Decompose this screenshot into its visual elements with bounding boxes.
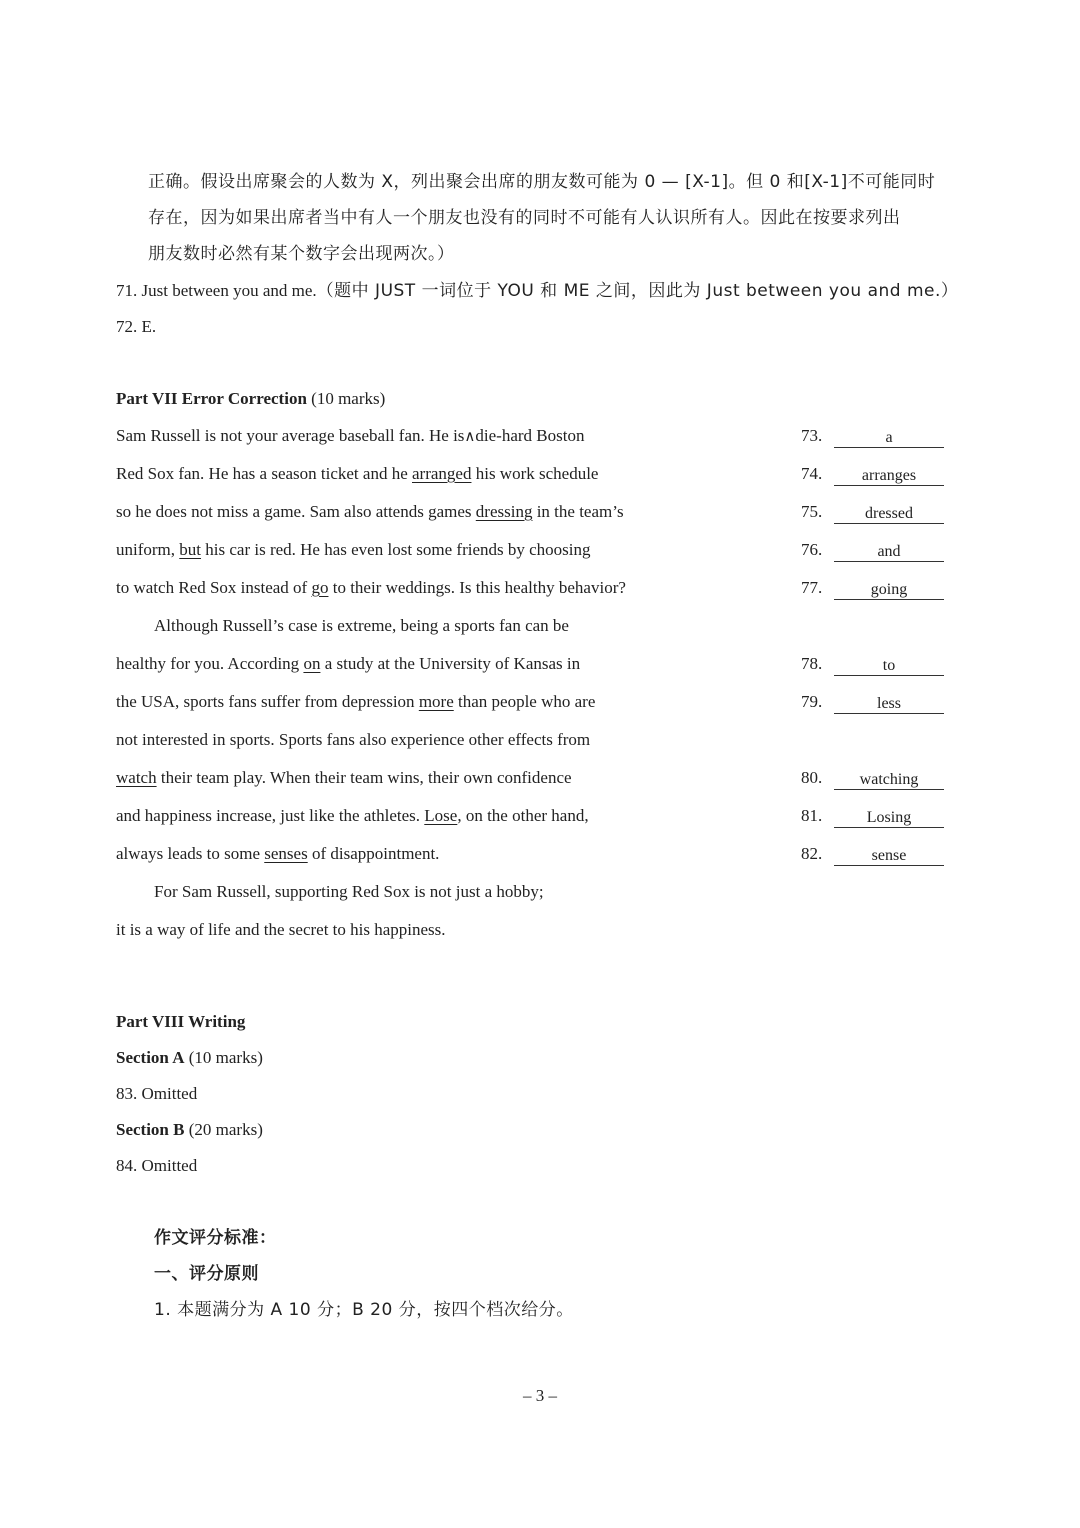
answer-blank: watching xyxy=(834,767,944,790)
passage-text: than people who are xyxy=(453,692,596,711)
item-83: 83. Omitted xyxy=(116,1084,198,1103)
criteria-subtitle: 一、评分原则 xyxy=(154,1264,259,1284)
passage-text: a study at the University of Kansas in xyxy=(320,654,581,673)
answer-number: 73. xyxy=(801,426,823,445)
passage-text: healthy for you. According xyxy=(116,654,304,673)
error-word: Lose xyxy=(424,806,458,825)
section-a-heading xyxy=(116,1047,263,1069)
passage-text: in the team’s xyxy=(532,502,624,521)
answer-number: 77. xyxy=(801,578,823,597)
passage-text: die-hard Boston xyxy=(475,426,585,445)
passage-text: so he does not miss a game. Sam also attends games xyxy=(116,502,476,521)
error-word: watch xyxy=(116,768,157,787)
error-word: arranged xyxy=(412,464,472,483)
criteria-title: 作文评分标准： xyxy=(154,1228,277,1248)
passage-text: to their weddings. Is this healthy behavior? xyxy=(328,578,626,597)
passage-line xyxy=(116,463,598,485)
answer-number: 82. xyxy=(801,844,823,863)
passage-line xyxy=(116,919,446,941)
criteria-item-1: 1. 本题满分为 A 10 分；B 20 分，按四个档次给分。 xyxy=(154,1300,574,1320)
intro-line-2: 存在，因为如果出席者当中有人一个朋友也没有的同时不可能有人认识所有人。因此在按要求列出 xyxy=(148,208,901,228)
answer-blank: a xyxy=(834,425,944,448)
intro-line-1: 正确。假设出席聚会的人数为 X，列出聚会出席的朋友数可能为 0 — [X-1]。但 0 和[X-1]不可能同时 xyxy=(148,172,936,192)
passage-line xyxy=(116,691,595,713)
error-word: dressing xyxy=(475,502,533,521)
section-a-marks: (10 marks) xyxy=(188,1048,263,1067)
passage-text: his work schedule xyxy=(471,464,599,483)
answer-number: 79. xyxy=(801,692,823,711)
section-b-label: Section B xyxy=(116,1120,185,1139)
item-84: 84. Omitted xyxy=(116,1156,198,1175)
answer-blank: going xyxy=(834,577,944,600)
answer-blank: Losing xyxy=(834,805,944,828)
answer-number: 75. xyxy=(801,502,823,521)
answer-blank: and xyxy=(834,539,944,562)
section-b-marks: (20 marks) xyxy=(188,1120,263,1139)
passage-text: For Sam Russell, supporting Red Sox is not just a hobby; xyxy=(154,882,544,901)
error-word: go xyxy=(311,578,329,597)
passage-text: to watch Red Sox instead of xyxy=(116,578,312,597)
passage-text: Sam Russell is not your average baseball fan. He is xyxy=(116,426,465,445)
part7-heading xyxy=(116,388,385,410)
answer-blank: less xyxy=(834,691,944,714)
part7-marks: (10 marks) xyxy=(311,389,386,408)
passage-text: their team play. When their team wins, their own confidence xyxy=(156,768,572,787)
intro-line-3: 朋友数时必然有某个数字会出现两次。） xyxy=(148,244,455,264)
passage-line xyxy=(116,539,591,561)
section-b-heading xyxy=(116,1119,263,1141)
passage-text: his car is red. He has even lost some friends by choosing xyxy=(201,540,591,559)
error-word: but xyxy=(179,540,202,559)
error-word: senses xyxy=(264,844,308,863)
passage-line xyxy=(116,843,439,865)
answer-71-note: （题中 JUST 一词位于 YOU 和 ME 之间，因此为 Just between you and me.） xyxy=(316,281,959,301)
passage-text: and happiness increase, just like the athletes. xyxy=(116,806,425,825)
passage-line xyxy=(116,425,584,447)
answer-blank: to xyxy=(834,653,944,676)
part8-title: Part VIII Writing xyxy=(116,1012,246,1031)
answer-number: 81. xyxy=(801,806,823,825)
section-a-label: Section A xyxy=(116,1048,185,1067)
answer-blank: dressed xyxy=(834,501,944,524)
passage-text: Red Sox fan. He has a season ticket and he xyxy=(116,464,412,483)
passage-text: always leads to some xyxy=(116,844,265,863)
passage-line xyxy=(154,615,569,637)
insertion-caret: ∧ xyxy=(464,427,476,445)
passage-line xyxy=(116,767,572,789)
passage-line xyxy=(116,577,626,599)
passage-line xyxy=(116,729,590,751)
passage-text: of disappointment. xyxy=(307,844,440,863)
passage-line xyxy=(116,653,580,675)
answer-blank: sense xyxy=(834,843,944,866)
passage-line xyxy=(116,501,624,523)
passage-text: uniform, xyxy=(116,540,180,559)
passage-line xyxy=(116,805,589,827)
answer-71 xyxy=(116,280,958,302)
answer-number: 78. xyxy=(801,654,823,673)
passage-line xyxy=(154,881,544,903)
answer-blank: arranges xyxy=(834,463,944,486)
error-word: on xyxy=(303,654,321,673)
part7-title: Part VII Error Correction xyxy=(116,389,307,408)
passage-text: not interested in sports. Sports fans also experience other effects from xyxy=(116,730,591,749)
answer-number: 80. xyxy=(801,768,823,787)
passage-text: the USA, sports fans suffer from depression xyxy=(116,692,419,711)
answer-72: 72. E. xyxy=(116,317,157,336)
answer-71-text: 71. Just between you and me. xyxy=(116,281,317,300)
error-word: more xyxy=(418,692,454,711)
answer-number: 76. xyxy=(801,540,823,559)
passage-text: Although Russell’s case is extreme, being a sports fan can be xyxy=(154,616,569,635)
passage-text: , on the other hand, xyxy=(457,806,589,825)
answer-number: 74. xyxy=(801,464,823,483)
page-number: – 3 – xyxy=(523,1386,557,1405)
passage-text: it is a way of life and the secret to his happiness. xyxy=(116,920,446,939)
